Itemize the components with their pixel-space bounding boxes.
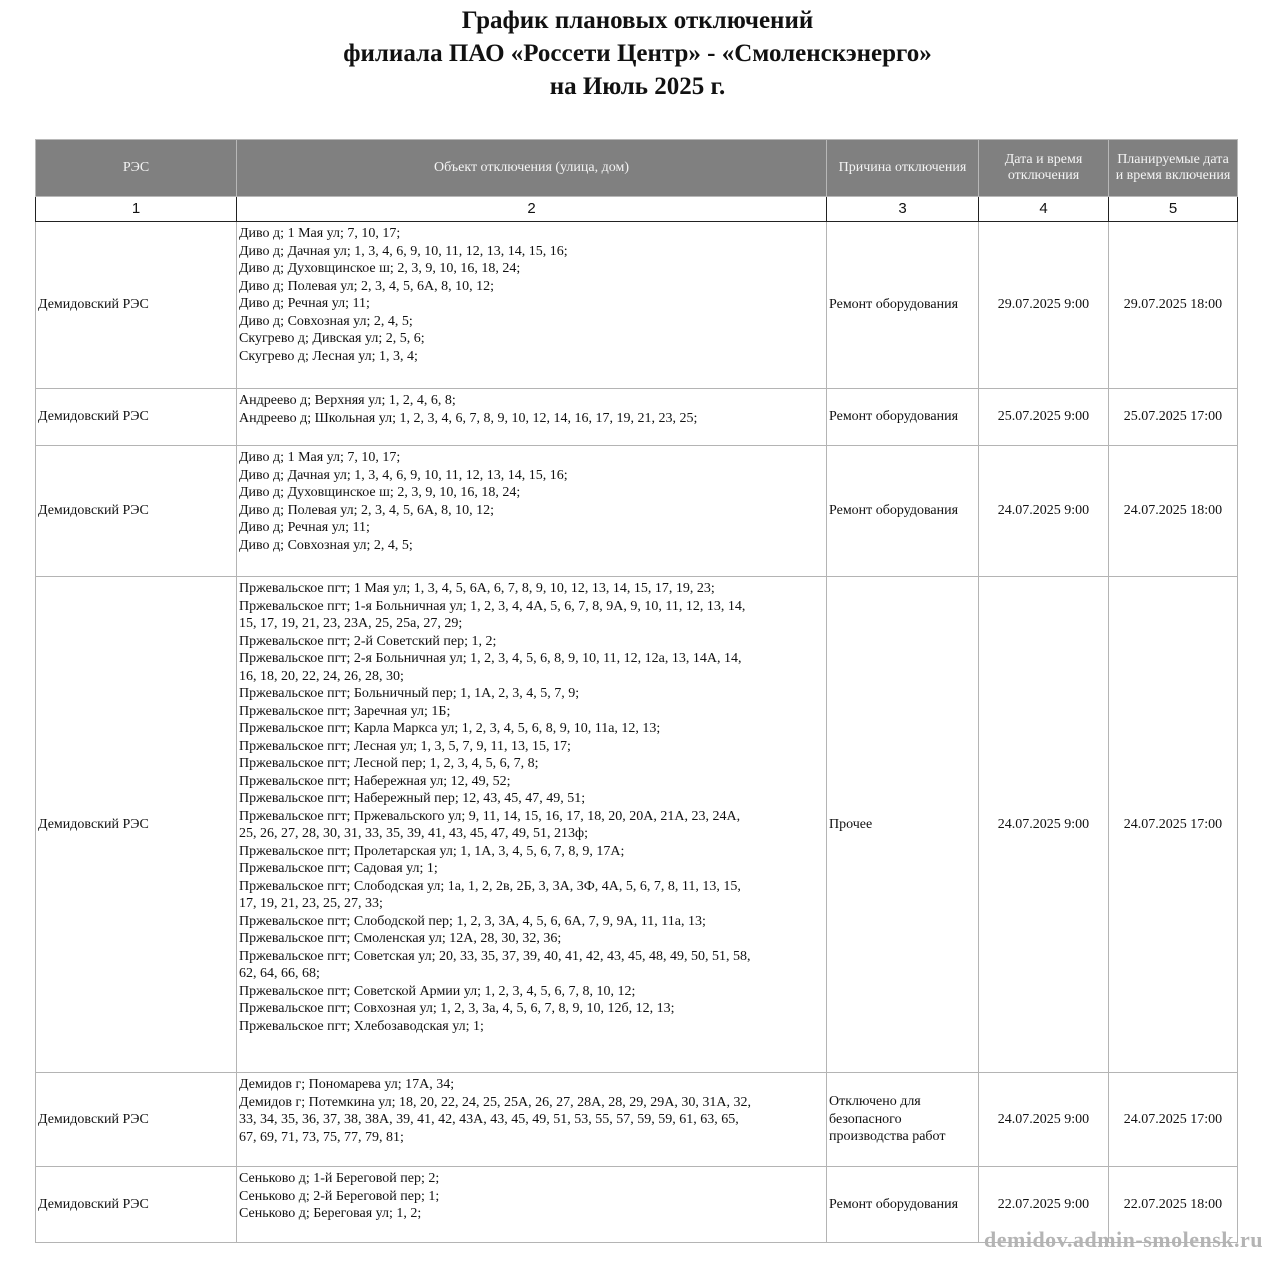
document-title	[0, 4, 1275, 103]
object-line: Диво д; Речная ул; 11;	[239, 296, 370, 311]
column-number: 3	[827, 197, 979, 222]
object-line: Сеньково д; 2-й Береговой пер; 1;	[239, 1188, 440, 1204]
reason-cell: Ремонт оборудования	[827, 1167, 979, 1243]
reason-cell: Отключено для безопасного производства работ	[827, 1073, 979, 1167]
column-number: 5	[1109, 197, 1238, 222]
object-line: Пржевальское пгт; Заречная ул; 1Б;	[239, 703, 451, 719]
object-line: Диво д; Дачная ул; 1, 3, 4, 6, 9, 10, 11, 12, 13, 14, 15, 16;	[239, 467, 568, 483]
object-line: 33, 34, 35, 36, 37, 38, 38А, 39, 41, 42, 43А, 43, 45, 49, 51, 53, 55, 57, 59, 59, 61, 63, 65,	[239, 1112, 739, 1127]
off-time-cell: 24.07.2025 9:00	[979, 1073, 1109, 1167]
table-body	[36, 222, 1238, 1243]
object-cell	[237, 222, 827, 389]
object-line: Пржевальское пгт; Больничный пер; 1, 1А, 2, 3, 4, 5, 7, 9;	[239, 686, 580, 701]
object-line: Пржевальское пгт; Набережный пер; 12, 43, 45, 47, 49, 51;	[239, 791, 586, 806]
title-line-1: График плановых отключений	[461, 7, 814, 34]
object-line: Диво д; Дачная ул; 1, 3, 4, 6, 9, 10, 11, 12, 13, 14, 15, 16;	[239, 243, 568, 259]
object-line: Пржевальское пгт; Советская ул; 20, 33, 35, 37, 39, 40, 41, 42, 43, 45, 48, 49, 50, 51, 58,	[239, 948, 751, 964]
object-line: Пржевальское пгт; Карла Маркса ул; 1, 2, 3, 4, 5, 6, 8, 9, 10, 11а, 12, 13;	[239, 721, 661, 736]
table-row	[36, 446, 1238, 577]
object-line: 17, 19, 21, 23, 25, 27, 33;	[239, 896, 383, 911]
object-line: Диво д; Речная ул; 11;	[239, 520, 370, 535]
object-line: Диво д; Духовщинское ш; 2, 3, 9, 10, 16, 18, 24;	[239, 261, 521, 276]
watermark: demidov.admin-smolensk.ru	[984, 1227, 1263, 1252]
res-cell: Демидовский РЭС	[36, 1073, 237, 1167]
header-row	[36, 140, 1238, 197]
column-number: 1	[36, 197, 237, 222]
res-cell: Демидовский РЭС	[36, 389, 237, 446]
object-line: Скугрево д; Дивская ул; 2, 5, 6;	[239, 331, 425, 346]
object-line: Пржевальское пгт; Хлебозаводская ул; 1;	[239, 1018, 484, 1034]
object-line: Пржевальское пгт; 2-й Советский пер; 1, 2;	[239, 633, 497, 649]
off-time-cell: 24.07.2025 9:00	[979, 446, 1109, 577]
on-time-cell: 22.07.2025 18:00	[1109, 1167, 1238, 1243]
res-cell: Демидовский РЭС	[36, 222, 237, 389]
on-time-cell: 24.07.2025 17:00	[1109, 1073, 1238, 1167]
column-number-row	[36, 197, 1238, 222]
table-row	[36, 389, 1238, 446]
object-line: Диво д; 1 Мая ул; 7, 10, 17;	[239, 450, 401, 465]
object-line: 15, 17, 19, 21, 23, 23А, 25, 25а, 27, 29;	[239, 616, 463, 631]
object-line: Скугрево д; Лесная ул; 1, 3, 4;	[239, 348, 418, 364]
object-line: 25, 26, 27, 28, 30, 31, 33, 35, 39, 41, 43, 45, 47, 49, 51, 213ф;	[239, 826, 588, 841]
object-line: 67, 69, 71, 73, 75, 77, 79, 81;	[239, 1129, 404, 1145]
object-line: Диво д; Полевая ул; 2, 3, 4, 5, 6А, 8, 10, 12;	[239, 278, 495, 294]
object-line: Сеньково д; 1-й Береговой пер; 2;	[239, 1171, 440, 1186]
on-time-cell: 24.07.2025 18:00	[1109, 446, 1238, 577]
object-line: Демидов г; Пономарева ул; 17А, 34;	[239, 1077, 455, 1092]
reason-cell: Прочее	[827, 577, 979, 1073]
column-number: 4	[979, 197, 1109, 222]
object-line: Андреево д; Верхняя ул; 1, 2, 4, 6, 8;	[239, 393, 456, 408]
object-line: 62, 64, 66, 68;	[239, 966, 320, 981]
table-row	[36, 577, 1238, 1073]
object-line: Диво д; Совхозная ул; 2, 4, 5;	[239, 313, 413, 329]
table-row	[36, 222, 1238, 389]
object-line: Диво д; Совхозная ул; 2, 4, 5;	[239, 537, 413, 553]
object-cell	[237, 577, 827, 1073]
header-on-time: Планируемые дата и время включения	[1109, 140, 1238, 197]
object-line: Пржевальское пгт; Слободская ул; 1а, 1, 2, 2в, 2Б, 3, 3А, 3Ф, 4А, 5, 6, 7, 8, 11, 13, 15,	[239, 878, 741, 894]
object-line: Пржевальское пгт; Набережная ул; 12, 49, 52;	[239, 773, 511, 789]
object-line: Пржевальское пгт; Лесная ул; 1, 3, 5, 7, 9, 11, 13, 15, 17;	[239, 738, 571, 754]
header-off-time: Дата и время отключения	[979, 140, 1109, 197]
object-line: Пржевальское пгт; Пржевальского ул; 9, 11, 14, 15, 16, 17, 18, 20, 20А, 21А, 23, 24А,	[239, 808, 741, 824]
object-line: Пржевальское пгт; Совхозная ул; 1, 2, 3, 3а, 4, 5, 6, 7, 8, 9, 10, 12б, 12, 13;	[239, 1001, 675, 1016]
object-line: Демидов г; Потемкина ул; 18, 20, 22, 24, 25, 25А, 26, 27, 28А, 28, 29, 29А, 30, 31А, 32,	[239, 1094, 751, 1110]
object-line: Пржевальское пгт; 2-я Больничная ул; 1, 2, 3, 4, 5, 6, 8, 9, 10, 11, 12, 12а, 13, 14А, 14,	[239, 651, 742, 666]
object-line: Пржевальское пгт; 1 Мая ул; 1, 3, 4, 5, 6А, 6, 7, 8, 9, 10, 12, 13, 14, 15, 17, 19, 23;	[239, 581, 715, 596]
res-cell: Демидовский РЭС	[36, 446, 237, 577]
object-line: Пржевальское пгт; Пролетарская ул; 1, 1А, 3, 4, 5, 6, 7, 8, 9, 17А;	[239, 843, 625, 859]
object-line: 16, 18, 20, 22, 24, 26, 28, 30;	[239, 668, 404, 684]
object-line: Диво д; 1 Мая ул; 7, 10, 17;	[239, 226, 401, 241]
column-number: 2	[237, 197, 827, 222]
on-time-cell: 24.07.2025 17:00	[1109, 577, 1238, 1073]
object-line: Пржевальское пгт; Смоленская ул; 12А, 28, 30, 32, 36;	[239, 931, 562, 946]
title-line-3: на Июль 2025 г.	[549, 73, 726, 100]
res-cell: Демидовский РЭС	[36, 1167, 237, 1243]
object-line: Пржевальское пгт; Советской Армии ул; 1, 2, 3, 4, 5, 6, 7, 8, 10, 12;	[239, 983, 636, 999]
object-cell	[237, 1167, 827, 1243]
object-line: Пржевальское пгт; Слободской пер; 1, 2, 3, 3А, 4, 5, 6, 6А, 7, 9, 9А, 11, 11а, 13;	[239, 913, 706, 929]
object-line: Пржевальское пгт; Садовая ул; 1;	[239, 861, 438, 876]
reason-cell: Ремонт оборудования	[827, 446, 979, 577]
reason-cell: Ремонт оборудования	[827, 222, 979, 389]
object-cell	[237, 446, 827, 577]
reason-cell: Ремонт оборудования	[827, 389, 979, 446]
res-cell: Демидовский РЭС	[36, 577, 237, 1073]
table-row	[36, 1073, 1238, 1167]
object-line: Пржевальское пгт; Лесной пер; 1, 2, 3, 4, 5, 6, 7, 8;	[239, 756, 539, 771]
title-line-2: филиала ПАО «Россети Центр» - «Смоленскэнерго»	[343, 40, 932, 67]
off-time-cell: 24.07.2025 9:00	[979, 577, 1109, 1073]
object-line: Диво д; Духовщинское ш; 2, 3, 9, 10, 16, 18, 24;	[239, 485, 521, 500]
off-time-cell: 29.07.2025 9:00	[979, 222, 1109, 389]
on-time-cell: 29.07.2025 18:00	[1109, 222, 1238, 389]
off-time-cell: 22.07.2025 9:00	[979, 1167, 1109, 1243]
header-reason: Причина отключения	[827, 140, 979, 197]
off-time-cell: 25.07.2025 9:00	[979, 389, 1109, 446]
on-time-cell: 25.07.2025 17:00	[1109, 389, 1238, 446]
object-line: Пржевальское пгт; 1-я Больничная ул; 1, 2, 3, 4, 4А, 5, 6, 7, 8, 9А, 9, 10, 11, 12, 13, 14,	[239, 598, 746, 614]
outage-schedule-table	[35, 139, 1238, 1243]
object-line: Сеньково д; Береговая ул; 1, 2;	[239, 1206, 422, 1221]
object-line: Андреево д; Школьная ул; 1, 2, 3, 4, 6, 7, 8, 9, 10, 12, 14, 16, 17, 19, 21, 23, 25;	[239, 410, 698, 426]
header-object: Объект отключения (улица, дом)	[237, 140, 827, 197]
object-cell	[237, 1073, 827, 1167]
object-line: Диво д; Полевая ул; 2, 3, 4, 5, 6А, 8, 10, 12;	[239, 502, 495, 518]
header-res: РЭС	[36, 140, 237, 197]
object-cell	[237, 389, 827, 446]
